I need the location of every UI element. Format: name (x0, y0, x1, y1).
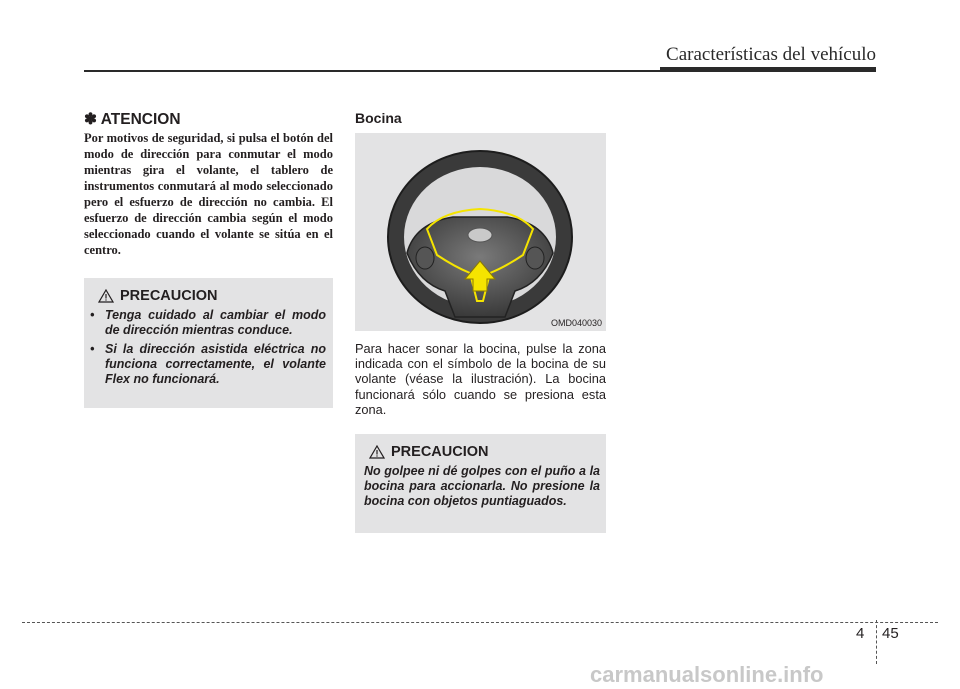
running-header: Características del vehículo (666, 44, 876, 65)
asterisk-icon: ✽ (84, 111, 97, 128)
atencion-heading (84, 110, 181, 129)
warning-icon (98, 289, 114, 303)
precaucion-title: PRECAUCION (120, 288, 218, 304)
chapter-number: 4 (856, 625, 865, 642)
steering-wheel-illustration (355, 133, 606, 331)
atencion-body: Por motivos de seguridad, si pulsa el botón del modo de dirección para conmutar el modo mientras gira el volante, el tablero de instrumentos conmutará al modo seleccionado pero el esfuerzo de dirección no cambia. El esfuerzo de dirección cambia según el modo seleccionado cuando el volante se sitúa en el centro. (84, 131, 333, 257)
warning-icon (369, 445, 385, 459)
footer-rule (22, 622, 938, 623)
list-item: • Si la dirección asistida eléctrica no funciona correctamente, el volante Flex no funcionará. (90, 342, 326, 386)
precaucion-list (90, 308, 326, 391)
precaucion-box-left (84, 278, 333, 408)
list-item: • Tenga cuidado al cambiar el modo de dirección mientras conduce. (90, 308, 326, 337)
page-number: 45 (882, 625, 899, 642)
precaucion-body: No golpee ni dé golpes con el puño a la bocina para accionarla. No presione la bocina con objetos puntiaguados. (364, 464, 600, 508)
steering-wheel-figure (355, 133, 606, 331)
precaucion-title: PRECAUCION (391, 444, 489, 460)
header-rule-accent (660, 67, 876, 72)
watermark: carmanualsonline.info (590, 662, 824, 687)
atencion-title: ATENCION (100, 111, 181, 128)
bocina-body: Para hacer sonar la bocina, pulse la zona indicada con el símbolo de la bocina de su volante (véase la ilustración). La bocina funcionará sólo cuando se presiona esta zona. (355, 341, 606, 417)
footer-divider (876, 620, 877, 664)
figure-label: OMD040030 (550, 318, 602, 328)
bocina-heading: Bocina (355, 110, 402, 126)
precaucion-box-right (355, 434, 606, 533)
